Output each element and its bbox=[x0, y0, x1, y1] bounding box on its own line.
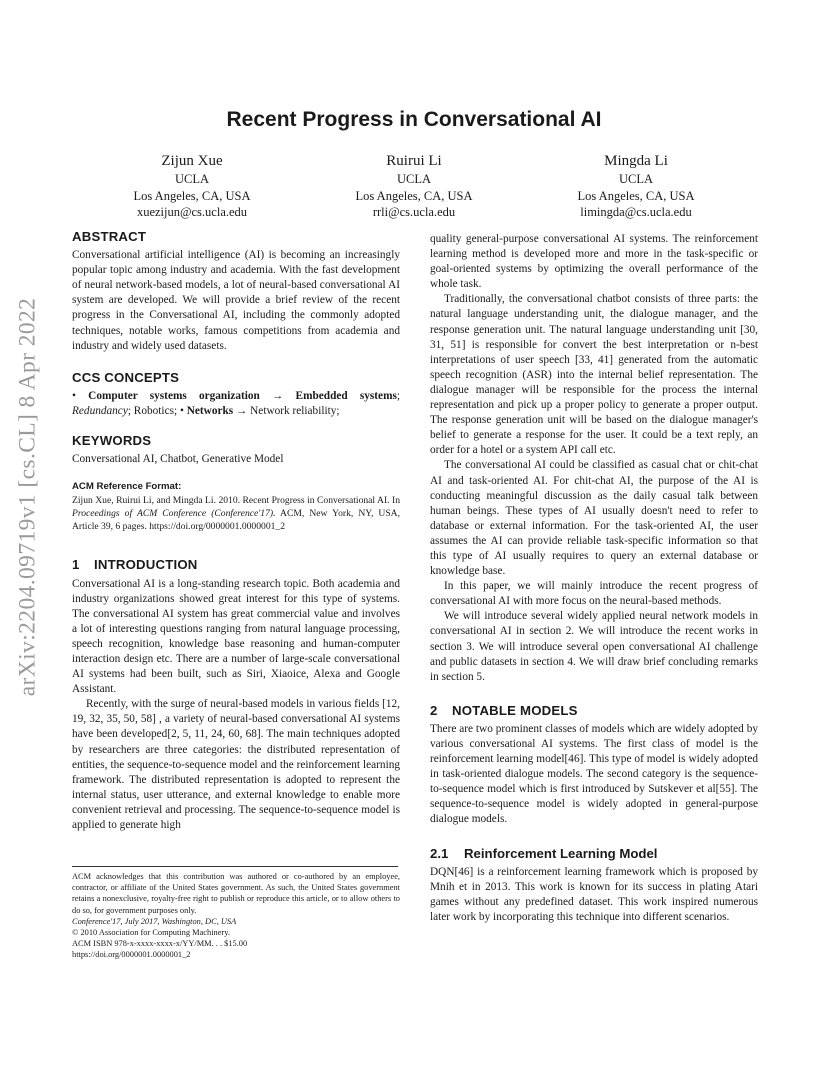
author-email: xuezijun@cs.ucla.edu bbox=[136, 205, 248, 219]
footnote-doi: https://doi.org/0000001.0000001_2 bbox=[72, 950, 191, 960]
author-email: rrli@cs.ucla.edu bbox=[372, 205, 456, 219]
intro-paragraph-6: We will introduce several widely applied neural network models in conversational AI in section 2. We will introduce the recent works in section 3. We will introduce several open conversational AI challenge and public datasets in section 4. We will draw brief concluding remarks in section 5. bbox=[430, 610, 758, 683]
intro-paragraph-4: The conversational AI could be classified as casual chat or chit-chat AI and task-oriented AI. For chit-chat AI, the purpose of the AI is conducting meaningful discussion as the daily casual talk between human beings. These types of AI usually doesn't need to refer to database or external information. For the task-oriented AI, the user assumes the AI can provide reliable task-specific information so that this type of AI usually requires to query an external database or knowledge base. bbox=[430, 459, 758, 578]
section-2-1-heading: 2.1 Reinforcement Learning Model bbox=[430, 845, 658, 861]
notable-models-paragraph: There are two prominent classes of models which are widely adopted by various conversational AI systems. The first class of model is the reinforcement learning model[46]. This type of model is widely adopted in task-oriented dialogue models. The second category is the sequence-to-sequence model which is first introduced by Sutskever et al[55]. The sequence-to-sequence model is widely adopted in general-purpose dialogue models. bbox=[430, 722, 758, 826]
intro-paragraph-5: In this paper, we will mainly introduce the recent progress of conversational AI with more focus on the neural-based methods. bbox=[430, 580, 758, 608]
author-block-1 bbox=[82, 151, 302, 221]
footnote-isbn: ACM ISBN 978-x-xxxx-xxxx-x/YY/MM. . . $15.00 bbox=[72, 939, 248, 949]
left-column bbox=[72, 229, 400, 833]
author-location: Los Angeles, CA, USA bbox=[577, 188, 695, 203]
right-column bbox=[430, 232, 758, 925]
ccs-heading: CCS CONCEPTS bbox=[72, 369, 180, 385]
acm-reference: ACM Reference Format: Zijun Xue, Ruirui Li, and Mingda Li. 2010. Recent Progress in Conversational AI. In Proceedings of ACM Conference (Conference'17). ACM, New York, NY, USA, Article 39, 6 pages. https://doi.org/0000001.0000001_2 bbox=[72, 481, 400, 532]
footnote-copyright: © 2010 Association for Computing Machinery. bbox=[72, 928, 230, 938]
paper-title: Recent Progress in Conversational AI bbox=[226, 108, 602, 131]
intro-paragraph-2-continued: quality general-purpose conversational AI systems. The reinforcement learning method is developed more and more in the task-specific or goal-oriented systems by optimizing the overall performance of the whole task. bbox=[430, 233, 758, 291]
footnote-rule bbox=[72, 866, 398, 867]
author-affiliation: UCLA bbox=[618, 172, 654, 186]
author-name: Zijun Xue bbox=[161, 153, 223, 169]
rl-model-paragraph: DQN[46] is a reinforcement learning framework which is proposed by Mnih et in 2013. This work is known for its success in plating Atari games without any predefined dataset. This work inspired numerous later work by incorporating this technique into different scenarios. bbox=[430, 865, 758, 923]
author-affiliation: UCLA bbox=[174, 172, 210, 186]
author-name: Mingda Li bbox=[604, 153, 668, 169]
section-1-heading: 1 INTRODUCTION bbox=[72, 557, 198, 573]
abstract-text: Conversational artificial intelligence (AI) is becoming an increasingly popular topic among industry and academia. With the fast development of neural network-based models, a lot of neural-based conversational AI system are developed. We will provide a brief review of the recent progress in the Conversational AI, including the commonly adopted techniques, notable works, famous competitions from academia and industry and widely used datasets. bbox=[72, 249, 400, 352]
arxiv-stamp bbox=[8, 262, 48, 732]
author-location: Los Angeles, CA, USA bbox=[355, 188, 473, 203]
author-name: Ruirui Li bbox=[386, 153, 442, 169]
author-block-3 bbox=[526, 151, 746, 221]
section-2-heading: 2 NOTABLE MODELS bbox=[430, 702, 578, 718]
author-email: limingda@cs.ucla.edu bbox=[580, 205, 692, 219]
keywords-text: Conversational AI, Chatbot, Generative Model bbox=[72, 453, 284, 466]
acm-reference-heading: ACM Reference Format: bbox=[72, 481, 182, 493]
author-affiliation: UCLA bbox=[396, 172, 432, 186]
ccs-concepts: • Computer systems organization → Embedded systems; Redundancy; Robotics; • Networks → Network reliability; bbox=[72, 389, 401, 417]
footnote-acknowledgment: ACM acknowledges that this contribution was authored or co-authored by an employee, contractor, or affiliate of the United States government. As such, the United States government retains a nonexclusive, royalty-free right to publish or reproduce this article, or to allow others to do so, for government purposes only. bbox=[72, 872, 400, 915]
author-block-2 bbox=[304, 151, 524, 221]
abstract-heading: ABSTRACT bbox=[72, 229, 147, 244]
intro-paragraph-1: Conversational AI is a long-standing research topic. Both academia and industry organizations showed great interest for this type of systems. The conversational AI system has great commercial value and involves a lot of interesting questions ranging from natural language processing, speech recognition, knowledge base reasoning and human-computer interaction design etc. There are a number of large-scale conversational AI systems had been built, such as Siri, Xiaoice, Alexa and Google Assistant. bbox=[72, 577, 400, 696]
intro-paragraph-2: Recently, with the surge of neural-based models in various fields [12, 19, 32, 35, 50, 58] , a variety of neural-based conversational AI systems have been developed[2, 5, 11, 24, 60, 68]. The main techniques adopted by researchers are three categories: the distributed representation of entities, the sequence-to-sequence model and the reinforcement learning framework. The distributed representation is adopted to represent the internal status, user utterance, and external knowledge to enable more convenient retrieval and processing. The sequence-to-sequence model is applied to generate high bbox=[72, 698, 400, 831]
footnote-conference: Conference'17, July 2017, Washington, DC, USA bbox=[72, 916, 237, 926]
keywords-heading: KEYWORDS bbox=[72, 433, 152, 449]
intro-paragraph-3: Traditionally, the conversational chatbot consists of three parts: the natural language understanding unit, the dialogue manager, and the response generation unit. The natural language understanding unit [30, 31, 51] is responsible for convert the best interpretation or n-best interpretations of user speech [33, 41] generated from the automatic speech recognition (ASR) into the internal belief representation. The dialogue manager will be responsible for the process the internal representation and pick up a proper policy to generate a proper output. The response generation unit will be based on the dialogue manager's belief to generate a response for the user. It could be a text reply, an order for a hotel or a system API call etc. bbox=[430, 293, 758, 457]
arxiv-id: arXiv:2204.09719v1 [cs.CL] 8 Apr 2022 bbox=[14, 297, 41, 697]
footnote bbox=[72, 871, 400, 961]
author-location: Los Angeles, CA, USA bbox=[133, 188, 251, 203]
